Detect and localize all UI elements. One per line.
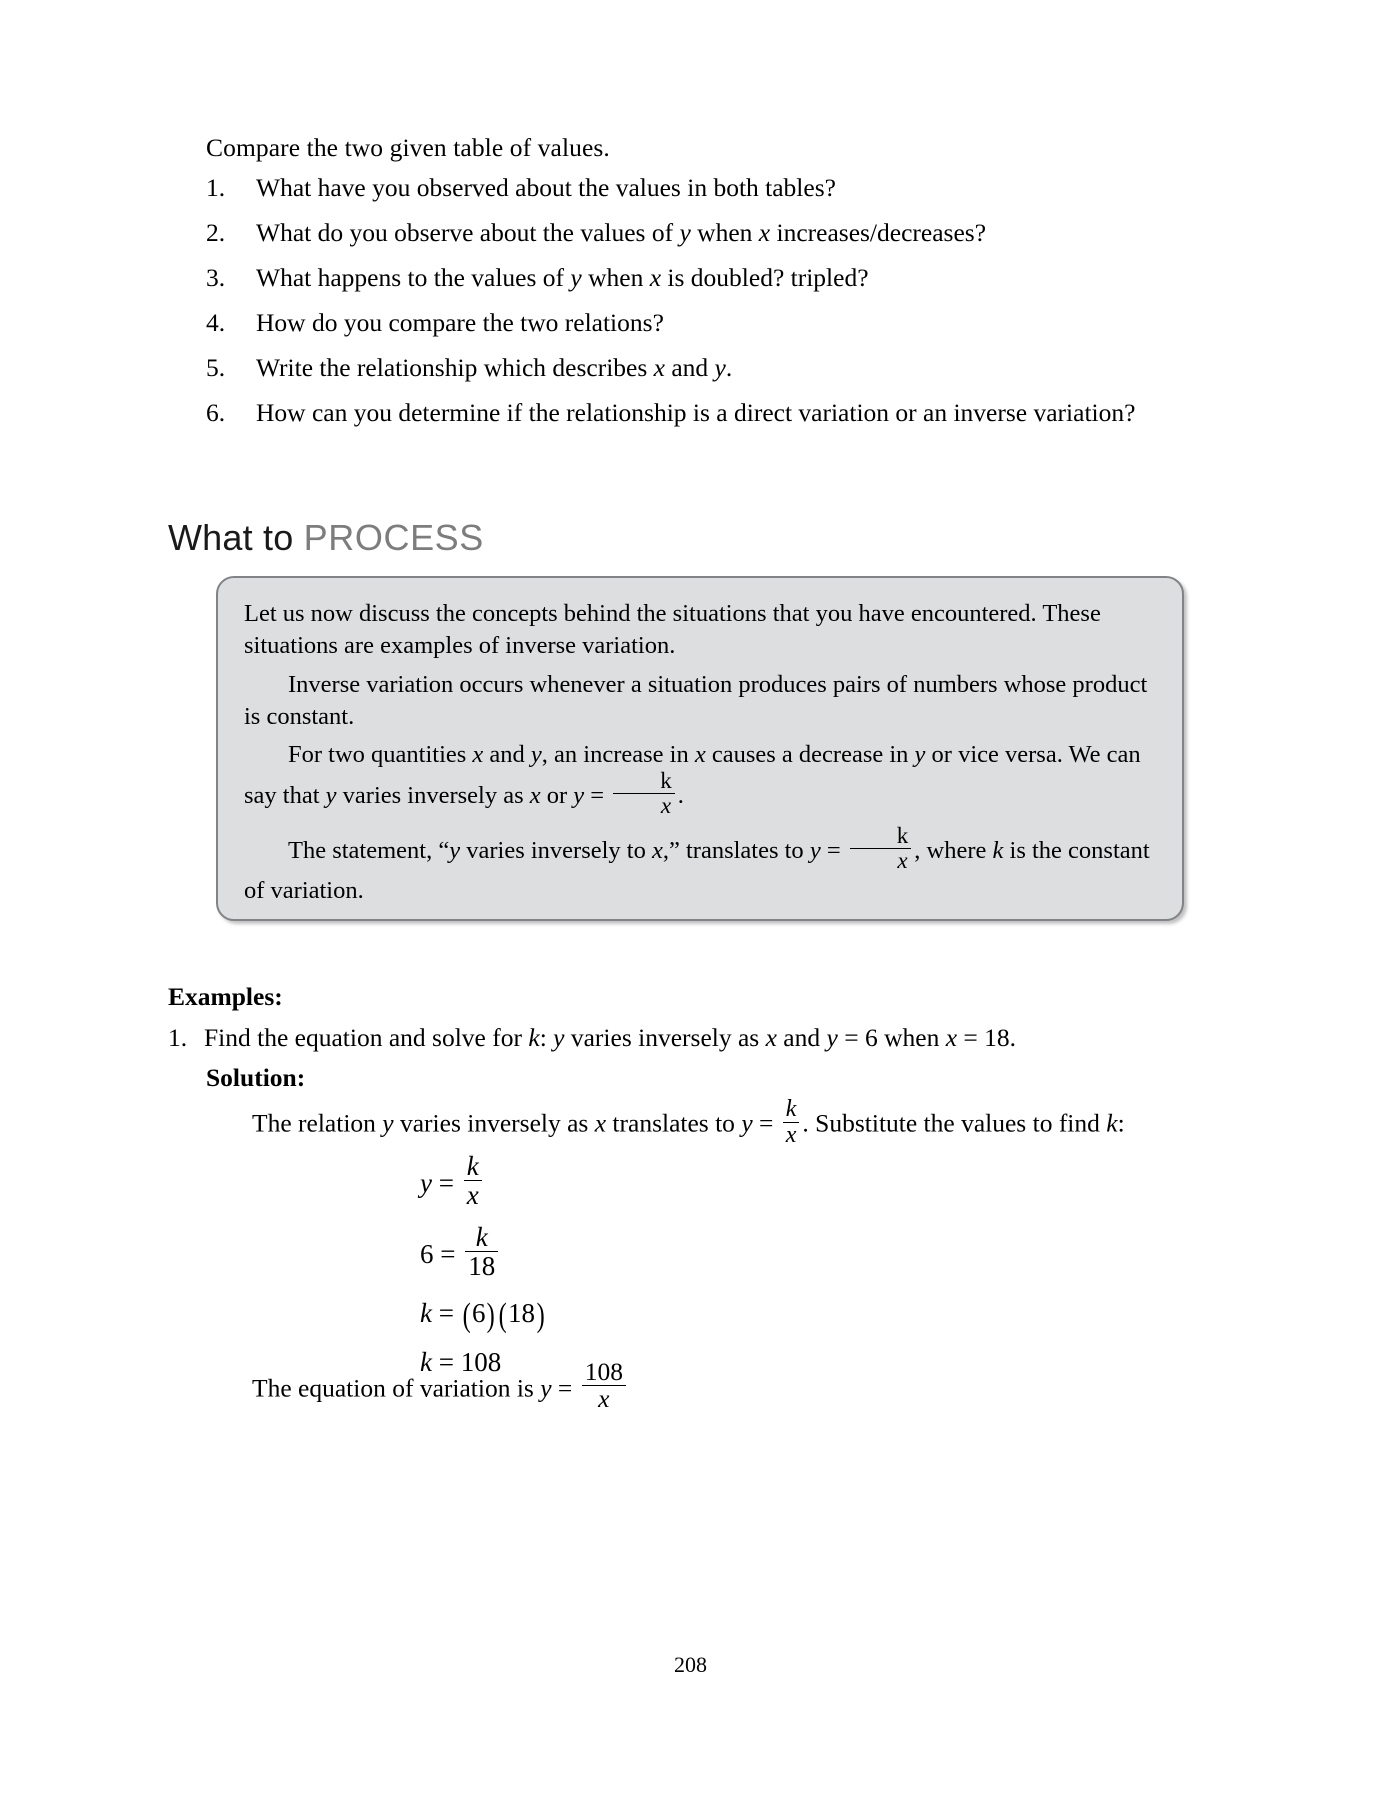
list-item-number: 3. xyxy=(206,263,226,293)
fraction-k-over-x: $\frac{k}{x}$ xyxy=(850,824,912,873)
list-item-text: What happens to the values of y when x is doubled? tripled? xyxy=(256,263,869,293)
list-item-number: 1. xyxy=(206,173,226,202)
fraction-108-over-x: $\frac{108}{x}$ xyxy=(582,1359,626,1413)
list-item-number: 4. xyxy=(206,308,226,338)
list-item xyxy=(206,353,1236,384)
page-number: 208 xyxy=(674,1652,707,1677)
equation-1: y = $\frac{k}{x}$ xyxy=(420,1155,546,1212)
equation-lhs: k xyxy=(420,1298,432,1329)
solution-heading: Solution: xyxy=(206,1063,306,1092)
equation-3: k = (6)(18) xyxy=(420,1297,545,1335)
concept-paragraph-4: The statement, “y varies inversely to x,” translates to y = $\frac{k}{x}$ , where k is the constant of variation. xyxy=(244,821,1150,905)
list-item-text: How do you compare the two relations? xyxy=(256,308,664,338)
equation-lhs: y xyxy=(420,1167,432,1198)
list-item-text: How can you determine if the relationship is a direct variation or an inverse variation? xyxy=(256,398,1136,428)
final-equation-line: The equation of variation is y = $\frac{108}{x}$ xyxy=(252,1362,629,1416)
equation-4: k = 108 xyxy=(420,1347,502,1378)
examples-heading: Examples: xyxy=(168,982,283,1011)
list-item-number: 5. xyxy=(206,353,226,383)
equation-lhs: k xyxy=(420,1347,432,1378)
relation-explanation: The relation y varies inversely as x translates to y = $\frac{k}{x}$ . Substitute the values to find k: xyxy=(252,1095,1125,1148)
concept-paragraph-2: Inverse variation occurs whenever a situation produces pairs of numbers whose product is constant. xyxy=(244,670,1148,730)
fraction-k-over-x: $\frac{k}{x}$ xyxy=(464,1152,482,1209)
section-heading xyxy=(168,517,484,559)
intro-paragraph: Compare the two given table of values. xyxy=(206,133,610,162)
concept-paragraph-1: Let us now discuss the concepts behind the situations that you have encountered. These situations are examples of inverse variation. xyxy=(244,600,1101,660)
open-paren-1: ( xyxy=(462,1297,471,1335)
open-paren-2: ( xyxy=(498,1297,507,1335)
solution-equations xyxy=(420,1150,546,1392)
equation-lhs: 6 xyxy=(420,1239,434,1270)
list-item-number: 6. xyxy=(206,398,226,428)
fraction-k-over-x: $\frac{k}{x}$ xyxy=(613,769,675,818)
example-item-1: 1. Find the equation and solve for k: y varies inversely as x and y = 6 when x = 18. xyxy=(168,1023,1017,1052)
list-item xyxy=(206,398,1236,429)
section-heading-gray: PROCESS xyxy=(303,517,484,558)
example-number: 1. xyxy=(168,1023,188,1052)
list-item-number: 2. xyxy=(206,218,226,248)
concept-paragraph-3: For two quantities x and y, an increase in x causes a decrease in y or vice versa. We can say that y varies inversely as x or y = $\frac{k}{x}$ . xyxy=(244,741,1141,818)
close-paren-2: ) xyxy=(536,1297,545,1335)
list-item xyxy=(206,173,1236,204)
fraction-k-over-x: $\frac{k}{x}$ xyxy=(783,1097,800,1148)
list-item-text: What have you observed about the values in both tables? xyxy=(256,173,836,202)
list-item-text: What do you observe about the values of y when x increases/decreases? xyxy=(256,218,987,248)
list-item-text: Write the relationship which describes x and y. xyxy=(256,353,733,383)
list-item xyxy=(206,263,1236,294)
list-item xyxy=(206,218,1236,249)
section-heading-black: What to xyxy=(168,517,304,558)
question-list xyxy=(206,173,1236,444)
list-item xyxy=(206,308,1236,339)
fraction-k-over-18: $\frac{k}{18}$ xyxy=(465,1223,498,1280)
concept-callout-box xyxy=(216,576,1184,921)
close-paren-1: ) xyxy=(487,1297,496,1335)
equation-2: 6 = $\frac{k}{18}$ xyxy=(420,1226,546,1283)
equation-rhs: 108 xyxy=(460,1347,502,1378)
